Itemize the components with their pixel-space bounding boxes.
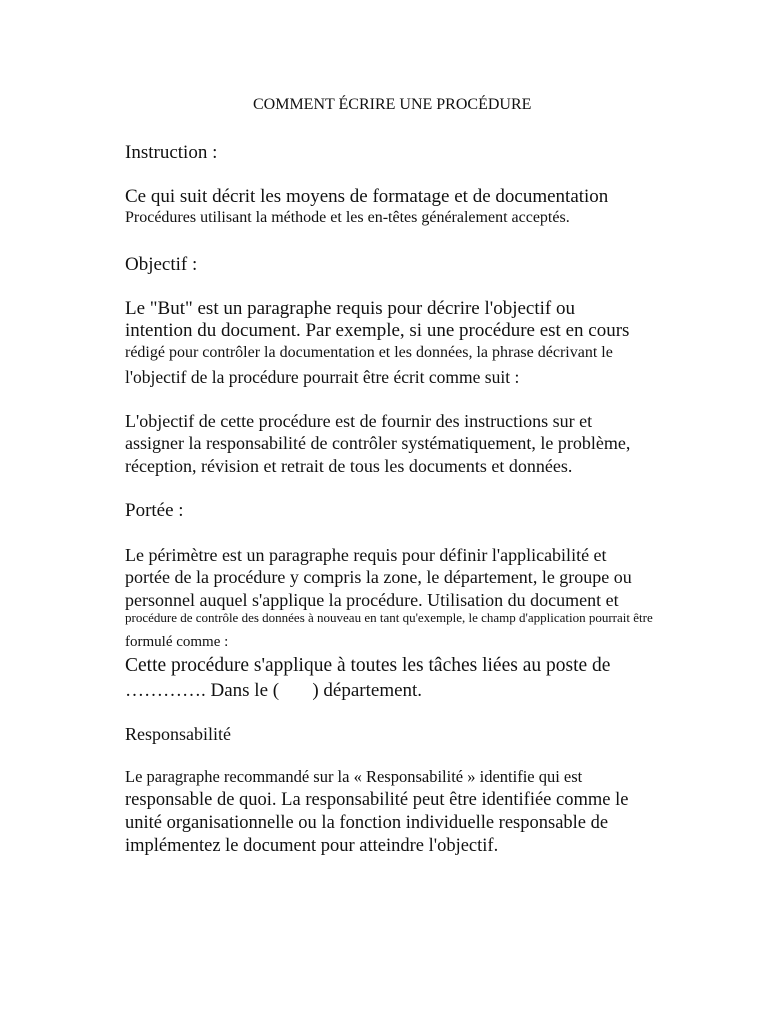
portee-line: formulé comme : bbox=[125, 634, 229, 650]
instruction-line: Procédures utilisant la méthode et les en-têtes généralement acceptés. bbox=[125, 209, 570, 226]
portee-example-line: …………. Dans le ( ) département. bbox=[125, 680, 423, 701]
objectif-line: rédigé pour contrôler la documentation et les données, la phrase décrivant le bbox=[125, 344, 613, 361]
objectif-example-line: réception, révision et retrait de tous les documents et données. bbox=[125, 456, 573, 476]
objectif-example-line: L'objectif de cette procédure est de fournir des instructions sur et bbox=[125, 411, 593, 431]
section-heading-portee: Portée : bbox=[125, 500, 184, 521]
portee-line: personnel auquel s'applique la procédure. Utilisation du document et bbox=[125, 590, 619, 610]
section-heading-responsabilite: Responsabilité bbox=[125, 724, 231, 744]
objectif-line: intention du document. Par exemple, si une procédure est en cours bbox=[125, 320, 630, 341]
section-heading-instruction: Instruction : bbox=[125, 142, 218, 163]
portee-line: procédure de contrôle des données à nouveau en tant qu'exemple, le champ d'application pourrait être bbox=[125, 610, 653, 625]
responsabilite-line: implémentez le document pour atteindre l'objectif. bbox=[125, 836, 499, 856]
responsabilite-line: Le paragraphe recommandé sur la « Responsabilité » identifie qui est bbox=[125, 767, 583, 786]
portee-example-line: Cette procédure s'applique à toutes les tâches liées au poste de bbox=[125, 655, 611, 676]
objectif-line: l'objectif de la procédure pourrait être écrit comme suit : bbox=[125, 367, 520, 387]
document-title: COMMENT ÉCRIRE UNE PROCÉDURE bbox=[253, 96, 532, 113]
instruction-line: Ce qui suit décrit les moyens de formatage et de documentation bbox=[125, 186, 609, 207]
section-heading-objectif: Objectif : bbox=[125, 254, 198, 275]
portee-line: portée de la procédure y compris la zone, le département, le groupe ou bbox=[125, 567, 632, 587]
objectif-line: Le "But" est un paragraphe requis pour décrire l'objectif ou bbox=[125, 298, 575, 319]
portee-line: Le périmètre est un paragraphe requis pour définir l'applicabilité et bbox=[125, 545, 607, 565]
responsabilite-line: responsable de quoi. La responsabilité peut être identifiée comme le bbox=[125, 790, 629, 810]
objectif-example-line: assigner la responsabilité de contrôler systématiquement, le problème, bbox=[125, 433, 631, 453]
responsabilite-line: unité organisationnelle ou la fonction individuelle responsable de bbox=[125, 813, 609, 833]
